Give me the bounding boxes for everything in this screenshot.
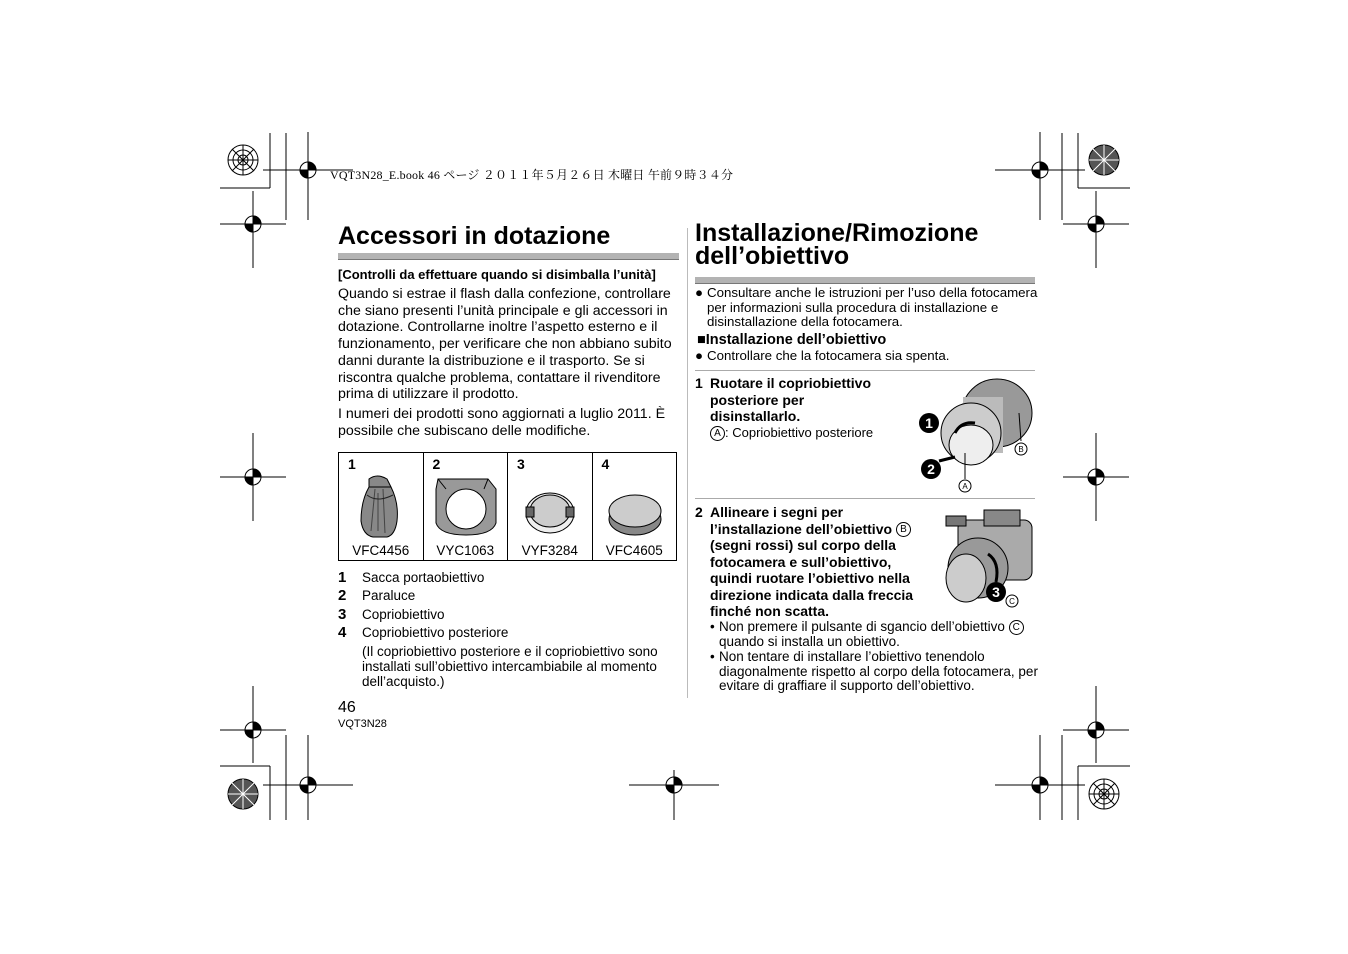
accessory-cell xyxy=(424,453,509,560)
note-item: • Non tentare di installare l’obiettivo tenendolo diagonalmente rispetto al corpo della fotocamera, per evitare di graffiare il supporto dell’obiettivo. xyxy=(710,648,1038,694)
update-paragraph: I numeri dei prodotti sono aggiornati a luglio 2011. È possibile che subiscano delle modifiche. xyxy=(338,406,666,439)
step1-caption: A : Copriobiettivo posteriore xyxy=(710,425,873,441)
section-title-lens: Installazione/Rimozione dell’obiettivo xyxy=(695,219,979,270)
bullet-note: ● Consultare anche le istruzioni per l’uso della fotocamera per informazioni sulla procedura di installazione e disinstallazione della fotocamera. xyxy=(695,285,1038,330)
bullet-dot: ● xyxy=(695,348,704,363)
list-note: (Il copriobiettivo posteriore e il copriobiettivo sono installati sull’obiettivo intercambiabile al momento dell’acquisto.) xyxy=(362,644,658,689)
list-item: 1 Sacca portaobiettivo xyxy=(338,568,485,586)
bullet-note: ● Controllare che la fotocamera sia spenta. xyxy=(695,348,950,363)
lens-hood-icon xyxy=(432,473,500,541)
accessory-number: 1 xyxy=(348,456,356,472)
list-item: 2 Paraluce xyxy=(338,587,416,605)
accessory-number: 2 xyxy=(432,456,441,472)
accessory-code: VFC4456 xyxy=(352,543,410,558)
list-item: 3 Copriobiettivo xyxy=(338,605,445,623)
label-c-badge: C xyxy=(1009,620,1024,635)
step-1: 1 Ruotare il copriobiettivo posteriore per disinstallarlo. xyxy=(695,375,872,424)
label-a-badge: A xyxy=(710,426,725,441)
title-rule xyxy=(338,253,679,260)
lens-rear-cap-icon xyxy=(601,473,669,541)
step-one-label: 1 xyxy=(925,415,933,431)
square-bullet-icon: ■ xyxy=(697,332,706,348)
print-header: VQT3N28_E.book 46 ページ ２０１１年５月２６日 木曜日 午前９時３４分 xyxy=(330,168,734,182)
lens-attach-illustration xyxy=(938,506,1038,608)
label-b-badge: B xyxy=(896,522,911,537)
accessory-code: VFC4605 xyxy=(605,543,663,558)
list-item: 4 Copriobiettivo posteriore xyxy=(338,624,509,642)
label-a: A xyxy=(962,482,968,491)
title-rule xyxy=(695,277,1035,284)
intro-paragraph: Quando si estrae il flash dalla confezione, controllare che siano presenti l’unità principale e gli accessori in dotazione. Controllarne inoltre l’aspetto esterno e il funzionamento, per verificare che non abbiano subito danni durante la distribuzione e il trasporto. Se si riscontra qualche problema, contattare il rivenditore prima di utilizzare il prodotto. xyxy=(338,286,672,403)
divider xyxy=(695,370,1035,371)
accessory-cell xyxy=(508,453,593,560)
step2-notes xyxy=(710,620,1040,694)
accessory-cell xyxy=(593,453,677,560)
accessory-number: 4 xyxy=(601,456,610,472)
step-three-label: 3 xyxy=(992,584,1000,600)
step-2: 2 Allineare i segni per l’installazione dell’obiettivo B (segni rossi) sul corpo della fotocamera e sull’obiettivo, quindi ruotare l’obiettivo nella direzione indicata dalla freccia finché non scatta. xyxy=(695,504,914,620)
page-code: VQT3N28 xyxy=(338,718,387,730)
accessory-number: 3 xyxy=(517,456,525,472)
note-item: • Non premere il pulsante di sgancio dell’obiettivo C quando si installa un obiettivo. xyxy=(710,620,1040,650)
accessories-table xyxy=(338,452,677,561)
label-c: C xyxy=(1009,597,1015,606)
check-heading: [Controlli da effettuare quando si disimballa l’unità] xyxy=(338,267,656,282)
bullet-dot: ● xyxy=(695,285,704,300)
section-title-accessories: Accessori in dotazione xyxy=(338,222,611,250)
label-b: B xyxy=(1018,445,1024,454)
accessory-code: VYF3284 xyxy=(521,543,578,558)
accessory-cell xyxy=(339,453,424,560)
lens-pouch-icon xyxy=(347,473,415,541)
divider xyxy=(695,498,1035,499)
accessory-code: VYC1063 xyxy=(436,543,495,558)
accessories-list xyxy=(338,568,683,642)
lens-cap-icon xyxy=(516,473,584,541)
subheading: ■Installazione dell’obiettivo xyxy=(697,332,887,348)
column-divider xyxy=(687,228,688,698)
rear-cap-removal-illustration xyxy=(915,373,1040,498)
page-number: 46 xyxy=(338,699,356,716)
step-two-label: 2 xyxy=(927,461,935,477)
